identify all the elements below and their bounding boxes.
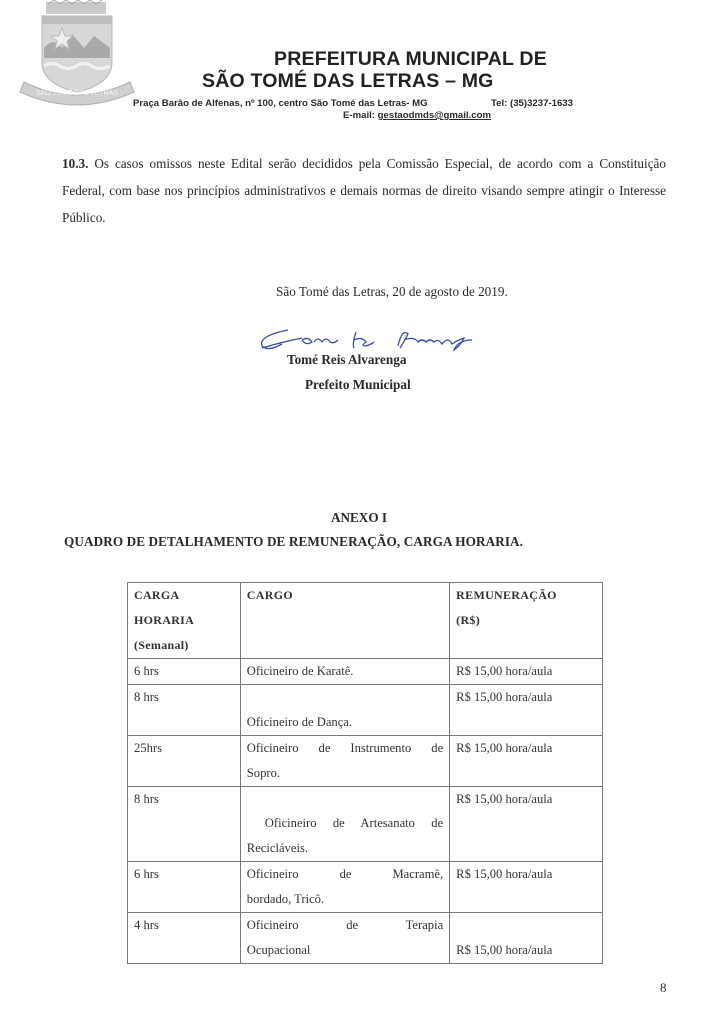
table-row [128, 685, 603, 736]
cell-cargo: Oficineiro de Karatê. [240, 659, 449, 685]
email-link[interactable]: gestaodmds@gmail.com [377, 110, 491, 121]
cell-cargo [240, 913, 449, 964]
table-row [128, 659, 603, 685]
annex-subtitle: QUADRO DE DETALHAMENTO DE REMUNERAÇÃO, CARGA HORARIA. [64, 534, 524, 549]
header-cargo-label: CARGO [246, 588, 293, 602]
place-date: São Tomé das Letras, 20 de agosto de 2019. [276, 284, 508, 299]
header-carga-line2: HORARIA [134, 613, 195, 627]
table-row [128, 862, 603, 913]
header-remuneracao [450, 583, 603, 659]
page-number: 8 [660, 980, 667, 995]
cell-cargo [240, 862, 449, 913]
cargo-line1: Oficineiro de Artesanato de [264, 816, 444, 830]
clause-number: 10.3. [62, 156, 89, 171]
cell-carga: 8 hrs [128, 787, 241, 862]
signer-role: Prefeito Municipal [305, 377, 411, 392]
cell-carga: 6 hrs [128, 659, 241, 685]
cell-remuneracao: R$ 15,00 hora/aula [450, 787, 603, 862]
cargo-line1: Oficineiro de Macramê, [246, 867, 444, 881]
header-remuneracao-line1: REMUNERAÇÃO [456, 588, 557, 602]
cell-carga: 8 hrs [128, 685, 241, 736]
header-carga-horaria [128, 583, 241, 659]
cargo-line2: bordado, Tricô. [246, 892, 325, 906]
cell-remuneracao [450, 913, 603, 964]
cell-cargo [240, 685, 449, 736]
cargo-line1: Oficineiro de Terapia [246, 918, 444, 932]
table-header-row [128, 583, 603, 659]
clause-paragraph [62, 150, 666, 231]
header-carga-line1: CARGA [134, 588, 180, 602]
remuneration-table [127, 582, 603, 964]
svg-text:SÃO TOMÉ DAS LETRAS: SÃO TOMÉ DAS LETRAS [35, 90, 119, 97]
header-phone: Tel: (35)3237-1633 [491, 98, 573, 109]
header-address: Praça Barão de Alfenas, nº 100, centro São Tomé das Letras- MG [133, 98, 428, 109]
signer-name: Tomé Reis Alvarenga [287, 352, 407, 367]
cargo-line1: Oficineiro de Instrumento de [246, 741, 444, 755]
cell-carga: 4 hrs [128, 913, 241, 964]
municipal-crest-logo [18, 0, 136, 108]
cell-remuneracao: R$ 15,00 hora/aula [450, 862, 603, 913]
email-label: E-mail: [343, 110, 378, 121]
cell-cargo [240, 787, 449, 862]
header-remuneracao-line2: (R$) [456, 613, 481, 627]
cargo-text: Oficineiro de Dança. [246, 715, 353, 729]
clause-text: Os casos omissos neste Edital serão decididos pela Comissão Especial, de acordo com a Constituição Federal, com base nos princípios administrativos e demais normas de direito visando sempre atingir o Interesse Público. [62, 156, 666, 225]
header-cargo [240, 583, 449, 659]
table-row [128, 787, 603, 862]
header-carga-line3: (Semanal) [134, 638, 189, 652]
cell-remuneracao: R$ 15,00 hora/aula [450, 659, 603, 685]
annex-title: ANEXO I [330, 510, 388, 525]
cell-remuneracao: R$ 15,00 hora/aula [450, 736, 603, 787]
cell-cargo [240, 736, 449, 787]
table-row [128, 913, 603, 964]
header-title-line2: SÃO TOMÉ DAS LETRAS – MG [202, 70, 494, 92]
table-row [128, 736, 603, 787]
cargo-line2: Recicláveis. [246, 841, 308, 855]
cargo-line2: Ocupacional [246, 943, 311, 957]
header-title-line1: PREFEITURA MUNICIPAL DE [274, 48, 547, 70]
cell-remuneracao: R$ 15,00 hora/aula [450, 685, 603, 736]
header-email [343, 110, 491, 121]
cell-carga: 6 hrs [128, 862, 241, 913]
cargo-line2: Sopro. [246, 766, 281, 780]
remuneracao-text: R$ 15,00 hora/aula [456, 943, 553, 957]
cell-carga: 25hrs [128, 736, 241, 787]
